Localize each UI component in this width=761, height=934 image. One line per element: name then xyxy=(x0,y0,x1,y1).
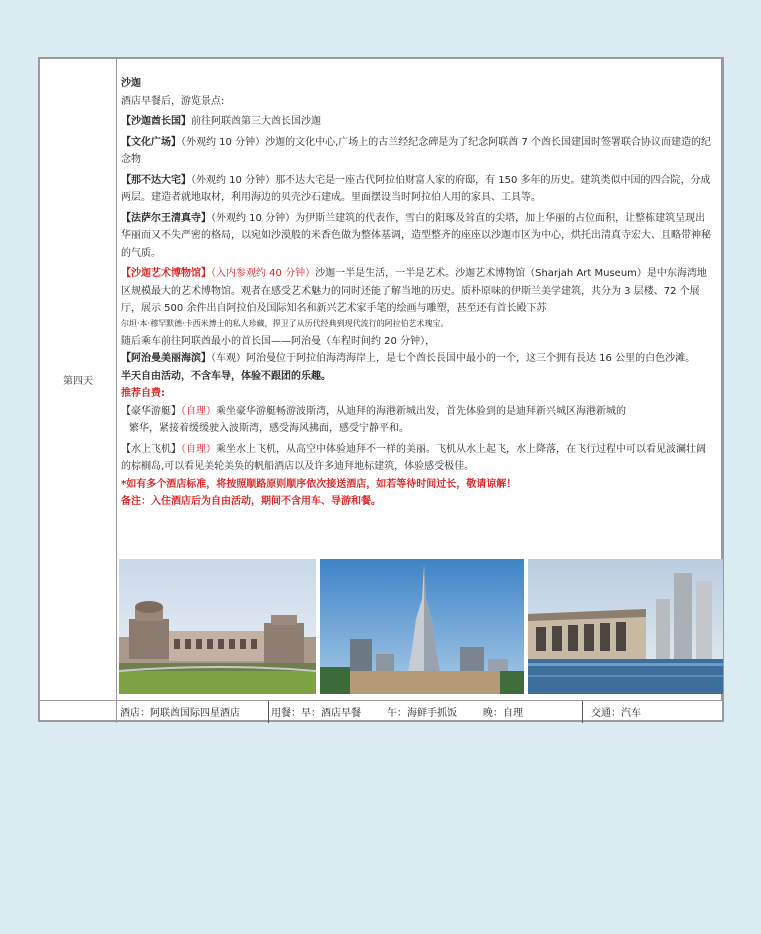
notice-hotel-order: *如有多个酒店标准，将按照顺路原则顺序依次接送酒店，如若等待时间过长，敬请谅解！ xyxy=(121,478,517,490)
palace-illustration xyxy=(119,559,316,694)
section-culture-square: 【文化广场】（外观约 10 分钟）沙迦的文化中心,广场上的古兰经纪念碑是为了纪念阿联酋 7 个酋长国建国时签署联合协议而建造的纪念物 xyxy=(121,136,711,165)
section-ajman-beach: 【阿治曼美丽海滨】（车观）阿治曼位于阿拉伯海湾海岸上，是七个酋长長国中最小的一个，这三个拥有長达 16 公里的白色沙滩。 xyxy=(121,353,696,364)
section-sharjah-emirate: 【沙迦酋长国】前往阿联酋第三大酋长国沙迦 xyxy=(121,116,321,127)
art-museum-small-text: 尔坦·本·穆罕默德·卡西米博士的私人珍藏，捍卫了从历代经典到现代流行的阿拉伯艺术瑰宝。 xyxy=(121,318,449,328)
footer-empty-cell xyxy=(40,700,117,723)
burj-khalifa-photo xyxy=(320,559,524,694)
day-content-cell xyxy=(116,59,722,700)
footer-breakfast: 用餐：早：酒店早餐 xyxy=(271,708,361,719)
waterfront-illustration xyxy=(528,559,723,694)
section-faisal-mosque: 【法萨尔王清真寺】（外观约 10 分钟）为伊斯兰建筑的代表作，雪白的阳琢及耸直的尖塔，加上华丽的占位面积，让整栋建筑呈现出华丽而又不失严密的格局，以宛如沙漠般的米香色做为整体基调，造型整齐的座座以沙迦市区为中心，烘托出清真寺宏大、且略带神秘的气质。 xyxy=(121,212,711,259)
dubai-mall-photo xyxy=(528,559,723,694)
photo-strip xyxy=(119,559,721,695)
skyline-illustration xyxy=(320,559,524,694)
footer-dinner: 晚：自理 xyxy=(483,708,523,719)
intro-text: 酒店早餐后，游览景点: xyxy=(121,95,225,107)
footer-lunch: 午：海鲜手抓饭 xyxy=(387,708,457,719)
itinerary-table xyxy=(38,57,724,722)
notice-free-activity: 备注：入住酒店后为自由活动，期间不含用车、导游和餐。 xyxy=(121,496,381,507)
footer-traffic: 交通：汽车 xyxy=(582,701,721,723)
section-naboodah-house: 【那不达大宅】（外观约 10 分钟）那不达大宅是一座古代阿拉伯财富人家的府邸，有 150 多年的历史。建筑类似中国的四合院，分成两层。建造者就地取材，利用海边的贝壳沙石建成。里面摆设当时阿拉伯人用的家具、工具等。 xyxy=(121,174,711,203)
optional-yacht-continued: 繁华，紧接着缓缓驶入波斯湾，感受海风拂面，感受宁静平和。 xyxy=(129,423,409,434)
footer-row xyxy=(116,700,722,723)
optional-yacht: 【豪华游艇】（自理）乘坐豪华游艇畅游波斯湾，从迪拜的海港新城出发，首先体验到的是迪拜新兴城区海港新城的 xyxy=(121,405,626,417)
footer-meals xyxy=(268,701,583,723)
section-art-museum: 【沙迦艺术博物馆】（入内参观约 40 分钟）沙迦一半是生活，一半是艺术。沙迦艺术博物馆（Sharjah Art Museum）是中东海湾地区规模最大的艺术博物馆。观者在感受艺术魅力的同时还能了解当地的历史。质朴原味的伊斯兰美学建筑，共分为 3 层楼、72 个展厅，展示 500 余件出自阿拉伯及国际知名和新兴艺术家手笔的绘画与雕塑，甚至还有首长殿下苏 xyxy=(121,268,707,314)
day-label-cell xyxy=(40,59,117,700)
day-label: 第四天 xyxy=(63,376,93,387)
recommend-label: 推荐自费: xyxy=(121,388,165,399)
transfer-text: 随后乘车前往阿联酋最小的首长国——阿治曼（车程时间约 20 分钟）， xyxy=(121,335,436,347)
day-description xyxy=(121,75,713,511)
footer-hotel: 酒店：阿联酋国际四星酒店 xyxy=(120,708,240,719)
city-title: 沙迦 xyxy=(121,78,141,89)
free-time-text: 半天自由活动，不含车导，体验不跟团的乐趣。 xyxy=(121,370,331,382)
optional-seaplane: 【水上飞机】（自理）乘坐水上飞机，从高空中体验迪拜不一样的美丽。飞机从水上起飞，水上降落，在飞行过程中可以看见波澜壮阔的棕榈岛,可以看见美轮美奂的帆船酒店以及许多迪拜地标建筑，体验感受极佳。 xyxy=(121,443,706,472)
sharjah-palace-photo xyxy=(119,559,316,694)
